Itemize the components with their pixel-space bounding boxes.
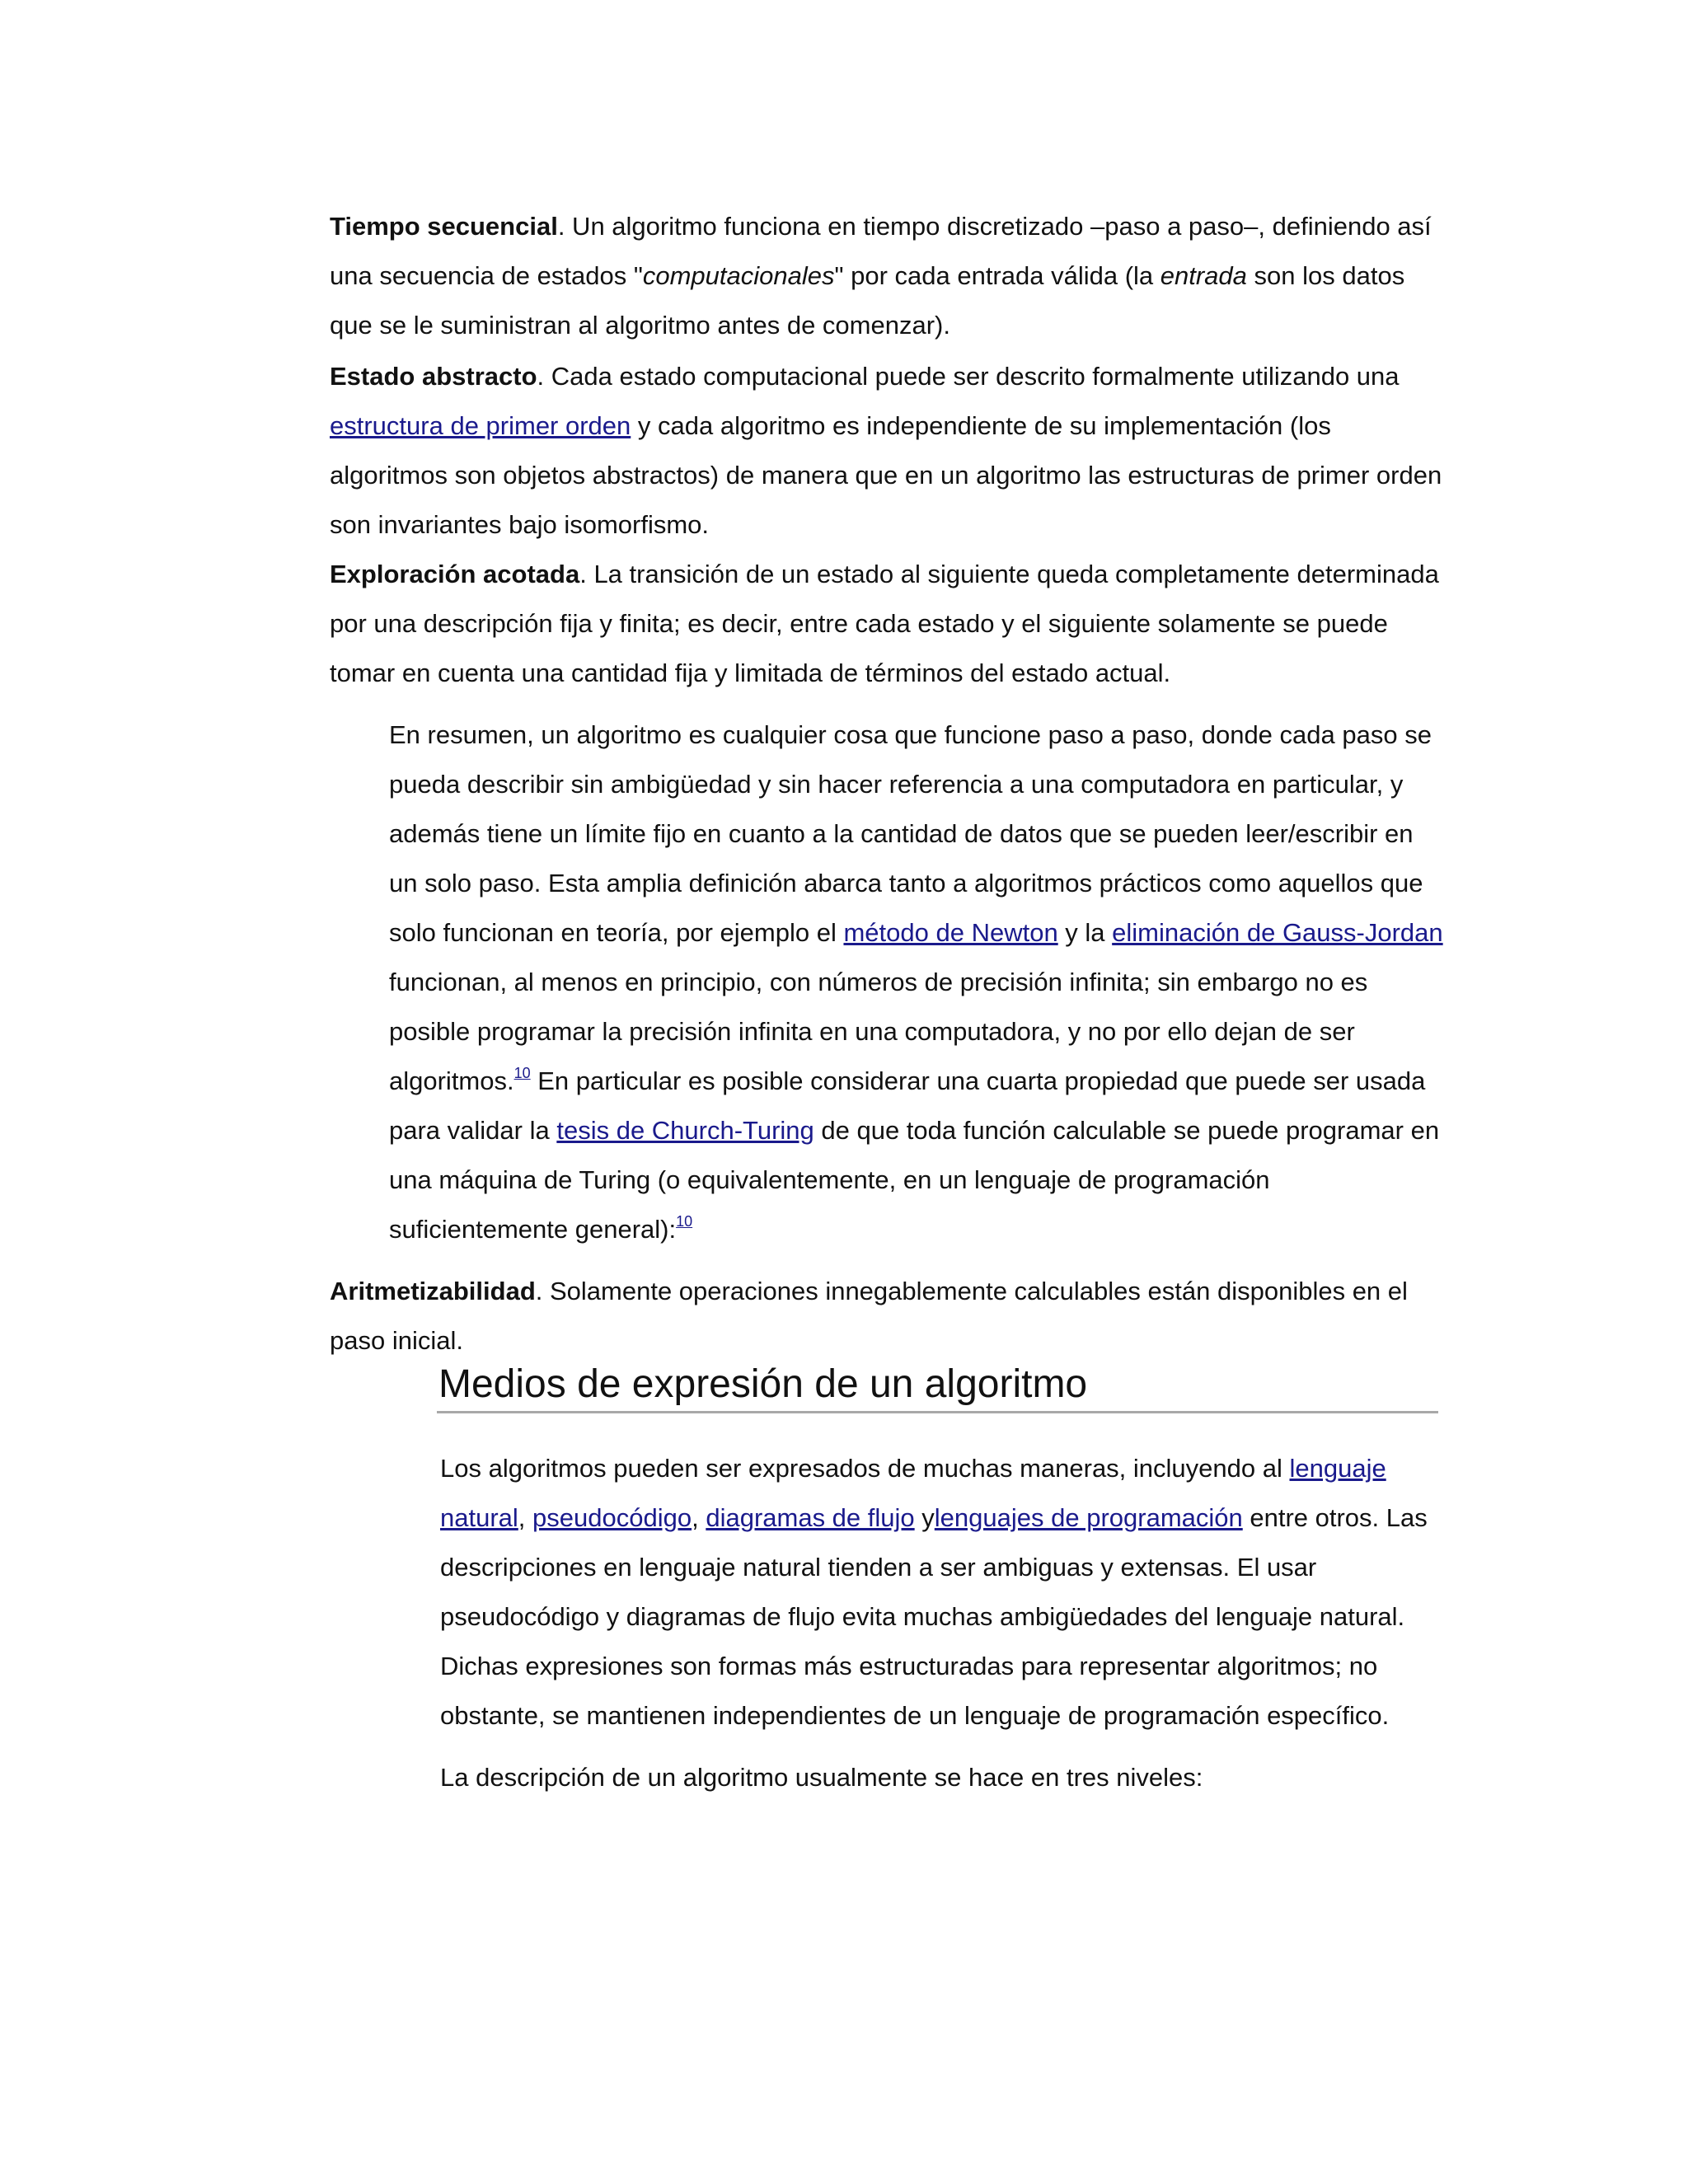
paragraph-text: . Solamente operaciones innegablemente calculables están disponibles en el paso inicial. bbox=[330, 1277, 1408, 1355]
paragraph-niveles bbox=[440, 1753, 1446, 1802]
paragraph-text: " por cada entrada válida (la bbox=[834, 261, 1160, 290]
term-estado-abstracto: Estado abstracto bbox=[330, 362, 537, 391]
link-tesis-de-church-turing[interactable]: tesis de Church-Turing bbox=[556, 1116, 814, 1145]
paragraph-text: . Un algoritmo funciona en tiempo discretizado –paso a paso–, definiendo así una secuencia de estados " bbox=[330, 212, 1432, 290]
paragraph-text: y la bbox=[1057, 918, 1113, 947]
paragraph-text: son los datos que se le suministran al algoritmo antes de comenzar). bbox=[330, 261, 1405, 340]
term-exploracion-acotada: Exploración acotada bbox=[330, 560, 580, 588]
term-aritmetizabilidad: Aritmetizabilidad bbox=[330, 1277, 536, 1305]
paragraph-exploracion-acotada bbox=[330, 550, 1451, 698]
link-estructura-de-primer-orden[interactable]: estructura de primer orden bbox=[330, 411, 631, 440]
paragraph-text: En resumen, un algoritmo es cualquier cosa que funcione paso a paso, donde cada paso se pueda describir sin ambigüedad y sin hacer referencia a una computadora en particular, y además tiene un límite fijo en cuanto a la cantidad de datos que se pueden leer/escribir en un solo paso. Esta amplia definición abarca tanto a algoritmos prácticos como aquellos que solo funcionan en teoría, por ejemplo el bbox=[389, 720, 1432, 947]
paragraph-text: , bbox=[518, 1503, 533, 1532]
link-lenguaje-natural[interactable]: lenguaje natural bbox=[440, 1454, 1386, 1532]
link-eliminacion-de-gauss-jordan[interactable]: eliminación de Gauss-Jordan bbox=[1112, 918, 1443, 947]
paragraph-tiempo-secuencial bbox=[330, 202, 1451, 350]
paragraph-text: En particular es posible considerar una cuarta propiedad que puede ser usada para validar la bbox=[389, 1066, 1426, 1145]
paragraph-estado-abstracto bbox=[330, 352, 1451, 550]
emphasis-text: entrada bbox=[1160, 261, 1247, 290]
term-tiempo-secuencial: Tiempo secuencial bbox=[330, 212, 558, 241]
link-lenguajes-de-programacion[interactable]: lenguajes de programación bbox=[934, 1503, 1243, 1532]
paragraph-text: de que toda función calculable se puede programar en una máquina de Turing (o equivalentemente, en un lenguaje de programación suficientemente general): bbox=[389, 1116, 1440, 1244]
paragraph-text: , bbox=[692, 1503, 706, 1532]
section-heading: Medios de expresión de un algoritmo bbox=[438, 1362, 1088, 1406]
link-pseudocodigo[interactable]: pseudocódigo bbox=[532, 1503, 692, 1532]
paragraph-text: entre otros. Las descripciones en lenguaje natural tienden a ser ambiguas y extensas. El usar pseudocódigo y diagramas de flujo evita muchas ambigüedades del lenguaje natural. Dichas expresiones son formas más estructuradas para representar algoritmos; no obstante, se mantienen independientes de un lenguaje de programación específico. bbox=[440, 1503, 1428, 1730]
paragraph-medios-de-expresion bbox=[440, 1444, 1446, 1741]
heading-divider bbox=[437, 1411, 1438, 1413]
link-metodo-de-newton[interactable]: método de Newton bbox=[843, 918, 1058, 947]
paragraph-text: Los algoritmos pueden ser expresados de muchas maneras, incluyendo al bbox=[440, 1454, 1290, 1483]
link-diagramas-de-flujo[interactable]: diagramas de flujo bbox=[706, 1503, 915, 1532]
paragraph-text: y cada algoritmo es independiente de su implementación (los algoritmos son objetos abstractos) de manera que en un algoritmo las estructuras de primer orden son invariantes bajo isomorfismo. bbox=[330, 411, 1442, 539]
paragraph-text: y bbox=[914, 1503, 935, 1532]
paragraph-text: La descripción de un algoritmo usualmente se hace en tres niveles: bbox=[440, 1763, 1203, 1792]
paragraph-resumen bbox=[389, 710, 1444, 1254]
reference-link-10[interactable]: 10 bbox=[513, 1065, 531, 1081]
paragraph-text: . La transición de un estado al siguiente queda completamente determinada por una descripción fija y finita; es decir, entre cada estado y el siguiente solamente se puede tomar en cuenta una cantidad fija y limitada de términos del estado actual. bbox=[330, 560, 1439, 687]
emphasis-text: computacionales bbox=[642, 261, 835, 290]
reference-link-10[interactable]: 10 bbox=[676, 1213, 693, 1230]
paragraph-text: . Cada estado computacional puede ser descrito formalmente utilizando una bbox=[537, 362, 1400, 391]
paragraph-text: funcionan, al menos en principio, con números de precisión infinita; sin embargo no es posible programar la precisión infinita en una computadora, y no por ello dejan de ser algoritmos. bbox=[389, 968, 1368, 1095]
paragraph-aritmetizabilidad bbox=[330, 1267, 1451, 1366]
